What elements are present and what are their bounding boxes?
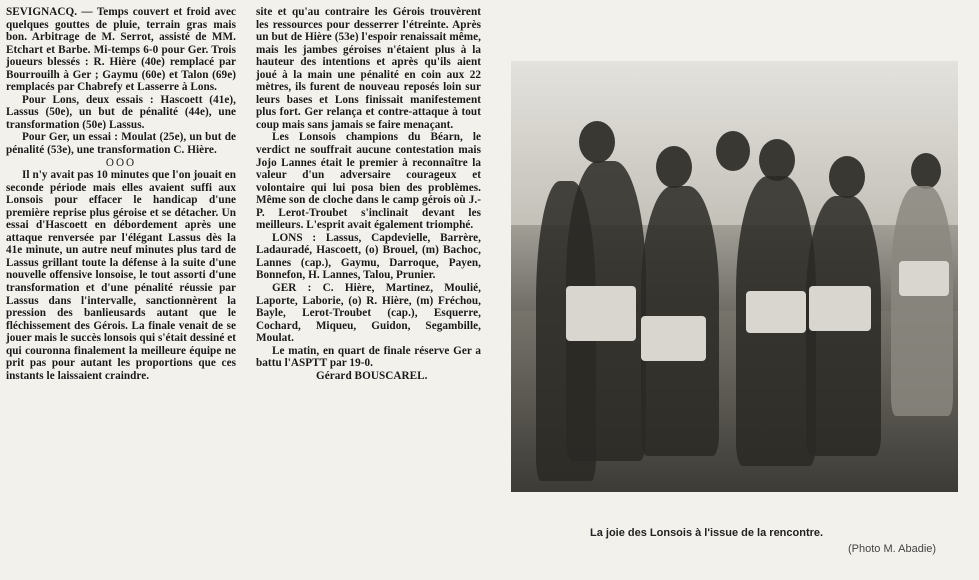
photo-credit: (Photo M. Abadie): [848, 543, 937, 555]
photo-head: [829, 156, 865, 198]
photo-head: [911, 153, 941, 189]
article-paragraph: Les Lonsois champions du Béarn, le verdict ne souffrait aucune contestation mais Jojo Lannes était le premier à reconnaître la valeur d'un adversaire courageux et volontaire qui lui posa bien des problèmes. Même son de cloche dans le camp gérois où J.-P. Lerot-Troubet s'inclinait devant les meilleurs. L'esprit avait également triomphé.: [256, 131, 481, 232]
photo-head: [656, 146, 692, 188]
dateline: SEVIGNACQ.: [6, 6, 78, 18]
news-photo: [511, 61, 958, 492]
team-lineup-lons: LONS : Lassus, Capdevielle, Barrère, Ladauradé, Hascoett, (o) Brouel, (m) Bachoc, Lannes (cap.), Gaymu, Darroque, Payen, Bonnefon, H. Lannes, Talou, Prunier.: [256, 231, 481, 282]
photo-shorts: [641, 316, 706, 361]
photo-caption: La joie des Lonsois à l'issue de la rencontre.: [590, 527, 824, 539]
photo-shorts: [899, 261, 949, 296]
photo-figure: [891, 186, 953, 416]
photo-shorts: [746, 291, 806, 333]
article-column-2: [256, 6, 481, 382]
article-paragraph: Il n'y avait pas 10 minutes que l'on jouait en seconde période mais elles avaient suffi aux Lonsois pour effacer le handicap d'une première reprise plus géroise et se détacher. Un essai d'Hascoett en débordement après une attaque renversée par l'élégant Lassus dès la 41e minute, un autre neuf minutes plus tard de Lassus grillant toute la défense à la suite d'une nouvelle offensive lonsoise, le tout assorti d'une transformation et d'une pénalité réussie par Lassus dans l'intervalle, sanctionnèrent la pression des banlieusards autant que le fléchissement des Gérois. La finale venait de se jouer mais le succès lonsois qui s'était dessiné et qui couronna finalement la meilleure équipe ne prit pas pour autant les proportions que ces instants le laissaient craindre.: [6, 169, 236, 382]
article-paragraph: [6, 6, 236, 94]
article-column-1: [6, 6, 236, 382]
photo-shorts: [566, 286, 636, 341]
photo-head: [716, 131, 750, 171]
article-paragraph: site et qu'au contraire les Gérois trouvèrent les ressources pour desserrer l'étreinte. Après un but de Hière (53e) l'espoir renaissait même, mais les jambes géroises n'étaient plus à la hauteur des intentions et après qu'ils aient joué à la main une pénalité en coin aux 22 mètres, ils furent de nouveau reposés loin sur leurs bases et Lons finissait manifestement plus fort. Ger relança et contre-attaque à tout coup mais sans jamais se faire menaçant.: [256, 6, 481, 131]
author-signature: Gérard BOUSCAREL.: [316, 369, 428, 382]
article-paragraph: Pour Ger, un essai : Moulat (25e), un but de pénalité (53e), une transformation C. Hière.: [6, 131, 236, 157]
paragraph-text: — Temps couvert et froid avec quelques gouttes de pluie, terrain gras mais bon. Arbitrage de M. Serrot, assisté de MM. Etchart et Barbe. Mi-temps 6-0 pour Ger. Trois joueurs blessés : R. Hière (40e) remplacé par Bourrouilh à Ger ; Gaymu (60e) et Talon (69e) remplacés par Chabrefy et Lasserre à Lons.: [6, 6, 236, 94]
section-separator: OOO: [105, 156, 137, 169]
team-lineup-ger: GER : C. Hière, Martinez, Moulié, Laporte, Laborie, (o) R. Hière, (m) Fréchou, Bayle, Lerot-Troubet (cap.), Esquerre, Cochard, Miqueu, Guidon, Segambille, Moulat.: [256, 282, 481, 345]
article-paragraph: Pour Lons, deux essais : Hascoett (41e), Lassus (50e), un but de pénalité (44e), une transformation (50e) Lassus.: [6, 93, 236, 131]
article-paragraph: Le matin, en quart de finale réserve Ger a battu l'ASPTT par 19-0.: [256, 344, 481, 370]
photo-head: [759, 139, 795, 181]
photo-shorts: [809, 286, 871, 331]
photo-head: [579, 121, 615, 163]
